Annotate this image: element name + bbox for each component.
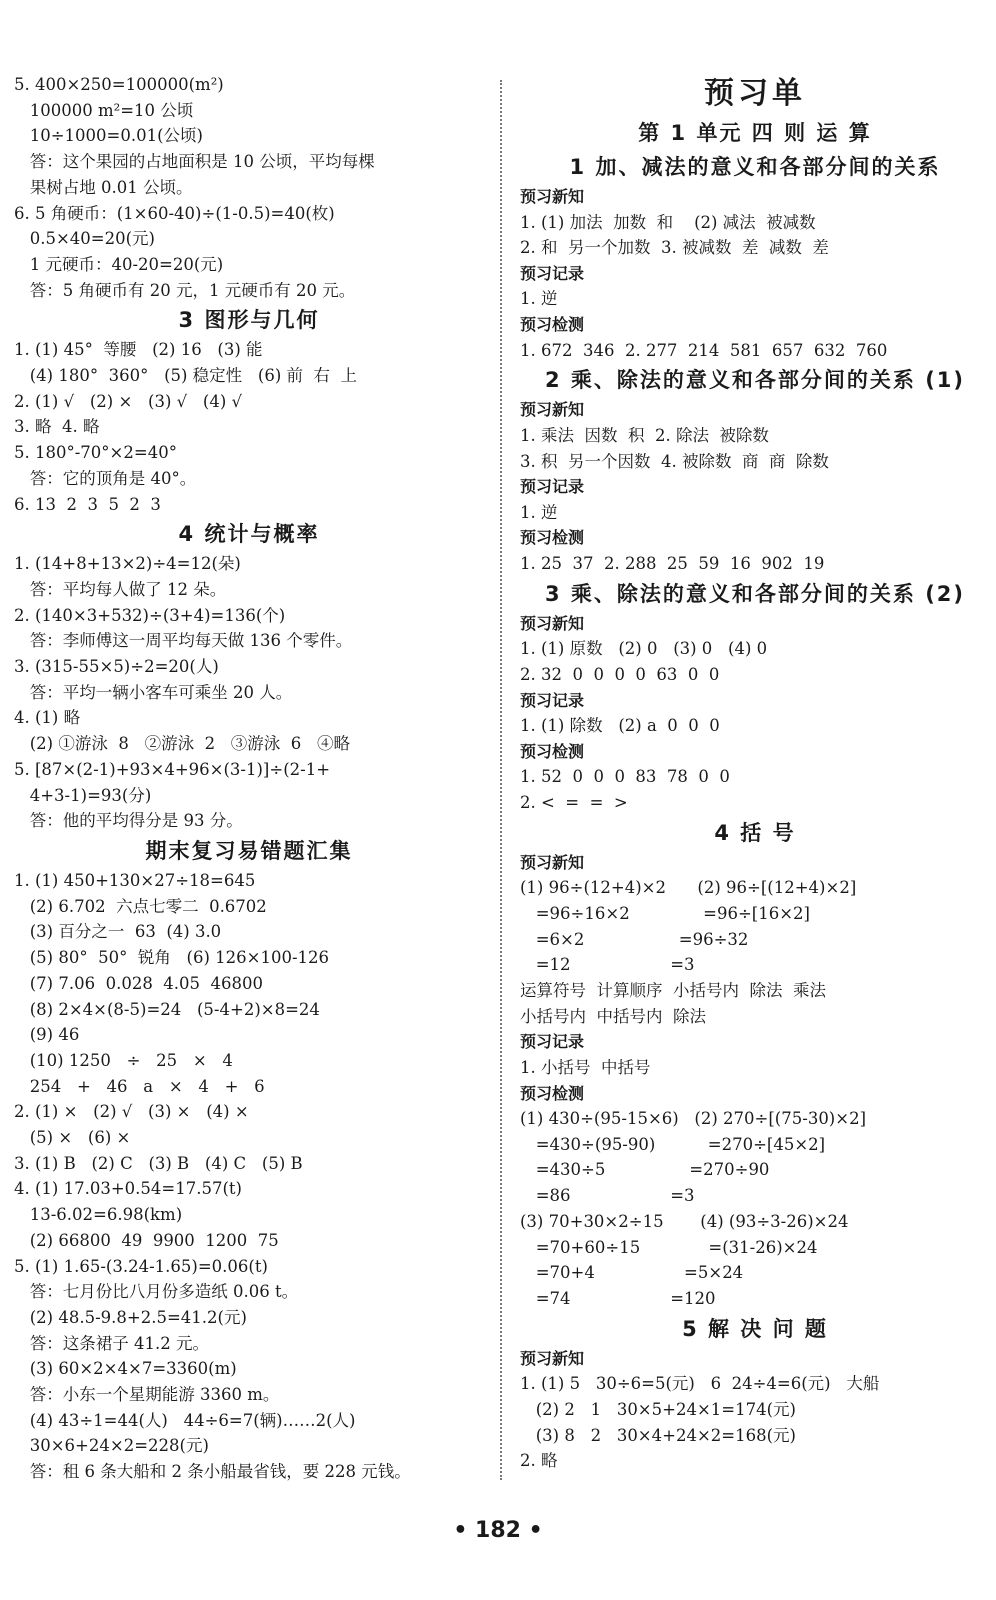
subsection-label: 预习记录 [520,477,585,497]
answer-line: 答：这个果园的占地面积是 10 公顷，平均每棵 [14,152,375,172]
answer-line: =70+60÷15 =(31-26)×24 [520,1237,818,1257]
answer-line: 4. (1) 17.03+0.54=17.57(t) [14,1179,242,1199]
answer-line: (3) 8 2 30×4+24×2=168(元) [520,1425,796,1445]
subsection-label: 预习新知 [520,613,585,633]
answer-line: (1) 430÷(95-15×6) (2) 270÷[(75-30)×2] [520,1109,867,1129]
answer-line: 2. (1) × (2) √ (3) × (4) × [14,1102,249,1122]
answer-line: 1. 52 0 0 0 83 78 0 0 [520,767,730,787]
answer-line: (9) 46 [14,1025,80,1045]
subsection-label: 预习检测 [520,741,585,761]
answer-line: 运算符号 计算顺序 小括号内 除法 乘法 [520,980,826,1000]
answer-line: 答：七月份比八月份多造纸 0.06 t。 [14,1282,299,1302]
answer-line: 2. (140×3+532)÷(3+4)=136(个) [14,605,286,625]
answer-line: (2) 6.702 六点七零二 0.6702 [14,896,267,916]
answer-line: 1. (14+8+13×2)÷4=12(朵) [14,554,241,574]
answer-line: 1. (1) 加法 加数 和 (2) 减法 被减数 [520,212,816,232]
answer-line: 0.5×40=20(元) [14,229,155,249]
answer-line: (3) 百分之一 63 (4) 3.0 [14,922,222,942]
answer-line: 答：李师傅这一周平均每天做 136 个零件。 [14,631,353,651]
answer-line: (2) ①游泳 8 ②游泳 2 ③游泳 6 ④略 [14,734,351,754]
section-heading: 预习单 [704,76,806,111]
subsection-label: 预习检测 [520,315,585,335]
section-heading: 5 解 决 问 题 [682,1316,828,1341]
subsection-label: 预习记录 [520,1032,585,1052]
answer-line: (8) 2×4×(8-5)=24 (5-4+2)×8=24 [14,999,320,1019]
answer-line: 2. 和 另一个加数 3. 被减数 差 减数 差 [520,238,829,258]
answer-line: =430÷(95-90) =270÷[45×2] [520,1134,826,1154]
answer-line: 1. (1) 450+130×27÷18=645 [14,870,256,890]
answer-line: (2) 2 1 30×5+24×1=174(元) [520,1399,796,1419]
answer-line: 2. 32 0 0 0 0 63 0 0 [520,664,720,684]
section-heading: 3 图形与几何 [178,308,320,333]
answer-line: =70+4 =5×24 [520,1263,744,1283]
answer-line: 3. 略 4. 略 [14,417,100,437]
answer-line: (10) 1250 ÷ 25 × 4 [14,1050,233,1070]
answer-line: 5. [87×(2-1)+93×4+96×(3-1)]÷(2-1+ [14,759,331,779]
answer-line: 答：这条裙子 41.2 元。 [14,1333,209,1353]
answer-line: 10÷1000=0.01(公顷) [14,126,203,146]
answer-line: 果树占地 0.01 公顷。 [14,177,193,197]
subsection-label: 预习新知 [520,400,585,420]
answer-line: 2. 略 [520,1451,558,1471]
answer-line: 3. (1) B (2) C (3) B (4) C (5) B [14,1153,303,1173]
answer-line: 3. (315-55×5)÷2=20(人) [14,657,219,677]
answer-line: 6. 13 2 3 5 2 3 [14,494,161,514]
subsection-label: 预习检测 [520,528,585,548]
column-divider [500,80,502,1480]
section-heading: 第 1 单元 四 则 运 算 [638,121,872,145]
section-heading: 4 括 号 [714,820,796,845]
answer-line: 小括号内 中括号内 除法 [520,1006,706,1026]
answer-line: (4) 43÷1=44(人) 44÷6=7(辆)……2(人) [14,1410,356,1430]
answer-line: (5) × (6) × [14,1128,131,1148]
answer-line: =96÷16×2 =96÷[16×2] [520,903,810,923]
answer-line: 1. 乘法 因数 积 2. 除法 被除数 [520,425,769,445]
answer-line: 100000 m²=10 公顷 [14,100,194,120]
answer-line: 1. 逆 [520,289,558,309]
answer-line: 5. (1) 1.65-(3.24-1.65)=0.06(t) [14,1256,268,1276]
answer-line: (4) 180° 360° (5) 稳定性 (6) 前 右 上 [14,366,358,386]
answer-line: (2) 48.5-9.8+2.5=41.2(元) [14,1307,247,1327]
answer-line: (7) 7.06 0.028 4.05 46800 [14,973,264,993]
subsection-label: 预习新知 [520,852,585,872]
section-heading: 4 统计与概率 [178,522,320,547]
answer-line: =6×2 =96÷32 [520,929,749,949]
answer-line: 13-6.02=6.98(km) [14,1205,183,1225]
answer-line: 2. (1) √ (2) × (3) √ (4) √ [14,391,243,411]
answer-line: 答：租 6 条大船和 2 条小船最省钱，要 228 元钱。 [14,1462,411,1482]
answer-line: 4. (1) 略 [14,708,81,728]
page-number: • 182 • [453,1518,543,1543]
answer-line: (3) 60×2×4×7=3360(m) [14,1359,237,1379]
right-column [520,72,990,1474]
answer-line: 答：平均每人做了 12 朵。 [14,579,227,599]
subsection-label: 预习记录 [520,263,585,283]
answer-line: 1 元硬币：40-20=20(元) [14,254,224,274]
answer-line: (5) 80° 50° 锐角 (6) 126×100-126 [14,948,330,968]
subsection-label: 预习新知 [520,187,585,206]
answer-line: =430÷5 =270÷90 [520,1160,770,1180]
answer-line: (2) 66800 49 9900 1200 75 [14,1230,279,1250]
answer-line: 1. (1) 除数 (2) a 0 0 0 [520,716,720,736]
answer-line: (3) 70+30×2÷15 (4) (93÷3-26)×24 [520,1211,849,1231]
answer-line: 6. 5 角硬币：(1×60-40)÷(1-0.5)=40(枚) [14,203,335,223]
answer-line: 254 + 46 a × 4 + 6 [14,1076,265,1096]
answer-line: 1. 672 346 2. 277 214 581 657 632 760 [520,340,888,360]
answer-line: 答：小东一个星期能游 3360 m。 [14,1385,280,1405]
answer-line: 答：平均一辆小客车可乘坐 20 人。 [14,682,293,702]
subsection-label: 预习记录 [520,690,585,710]
section-heading: 期末复习易错题汇集 [145,838,353,863]
section-heading: 2 乘、除法的意义和各部分间的关系 (1) [544,368,966,393]
answer-line: 5. 180°-70°×2=40° [14,443,177,463]
answer-line: 1. (1) 45° 等腰 (2) 16 (3) 能 [14,340,263,360]
subsection-label: 预习检测 [520,1083,585,1103]
answer-line: =86 =3 [520,1186,695,1206]
answer-line: 3. 积 另一个因数 4. 被除数 商 商 除数 [520,451,829,471]
answer-line: 1. (1) 5 30÷6=5(元) 6 24÷4=6(元) 大船 [520,1374,880,1394]
answer-line: 答：他的平均得分是 93 分。 [14,811,243,831]
answer-line: =12 =3 [520,955,695,975]
section-heading: 3 乘、除法的意义和各部分间的关系 (2) [544,581,966,606]
answer-line: 1. 逆 [520,502,558,522]
answer-line: 1. 小括号 中括号 [520,1057,651,1077]
answer-line: 答：5 角硬币有 20 元，1 元硬币有 20 元。 [14,280,356,300]
section-heading: 1 加、减法的意义和各部分间的关系 [569,155,941,179]
answer-line: (1) 96÷(12+4)×2 (2) 96÷[(12+4)×2] [520,878,857,898]
answer-line: 2. < = = > [520,792,628,812]
answer-line: =74 =120 [520,1288,716,1308]
answer-line: 4+3-1)=93(分) [14,785,152,805]
answer-line: 30×6+24×2=228(元) [14,1436,209,1456]
answer-line: 5. 400×250=100000(m²) [14,75,224,94]
left-column [14,72,484,1485]
subsection-label: 预习新知 [520,1348,585,1368]
answer-line: 1. 25 37 2. 288 25 59 16 902 19 [520,553,825,573]
answer-line: 答：它的顶角是 40°。 [14,468,197,488]
answer-line: 1. (1) 原数 (2) 0 (3) 0 (4) 0 [520,639,768,659]
